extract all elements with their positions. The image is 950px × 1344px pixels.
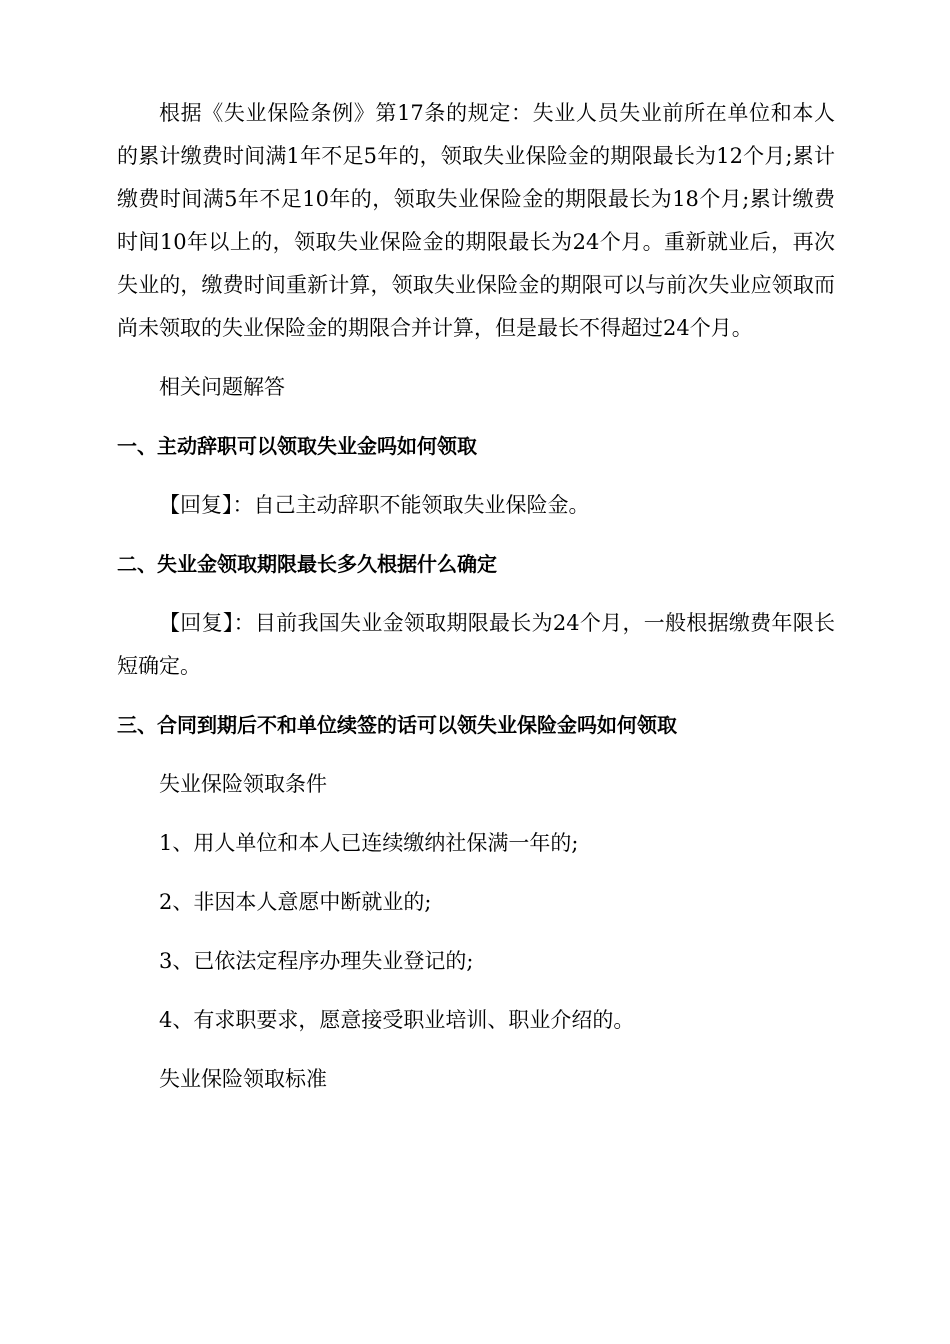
- intro-paragraph: 根据《失业保险条例》第17条的规定：失业人员失业前所在单位和本人的累计缴费时间满1年不足5年的，领取失业保险金的期限最长为12个月;累计缴费时间满5年不足10年的，领取失业保险金的期限最长为18个月;累计缴费时间10年以上的，领取失业保险金的期限最长为24个月。重新就业后，再次失业的，缴费时间重新计算，领取失业保险金的期限可以与前次失业应领取而尚未领取的失业保险金的期限合并计算，但是最长不得超过24个月。: [117, 101, 835, 340]
- condition-item: 3、已依法定程序办理失业登记的;: [159, 949, 474, 973]
- condition-item: 4、有求职要求，愿意接受职业培训、职业介绍的。: [159, 1008, 635, 1032]
- question-1-answer: 【回复】：自己主动辞职不能领取失业保险金。: [159, 493, 590, 517]
- condition-item: 1、用人单位和本人已连续缴纳社保满一年的;: [159, 831, 579, 855]
- related-title: 相关问题解答: [159, 375, 285, 399]
- document-page: [117, 92, 835, 1101]
- question-3-heading: 三、合同到期后不和单位续签的话可以领失业保险金吗如何领取: [117, 713, 677, 737]
- condition-item: 2、非因本人意愿中断就业的;: [159, 890, 432, 914]
- question-2-answer: 【回复】：目前我国失业金领取期限最长为24个月，一般根据缴费年限长短确定。: [117, 611, 835, 678]
- standard-title: 失业保险领取标准: [159, 1067, 327, 1091]
- question-2-heading: 二、失业金领取期限最长多久根据什么确定: [117, 552, 497, 576]
- question-1-heading: 一、主动辞职可以领取失业金吗如何领取: [117, 434, 477, 458]
- conditions-title: 失业保险领取条件: [159, 772, 327, 796]
